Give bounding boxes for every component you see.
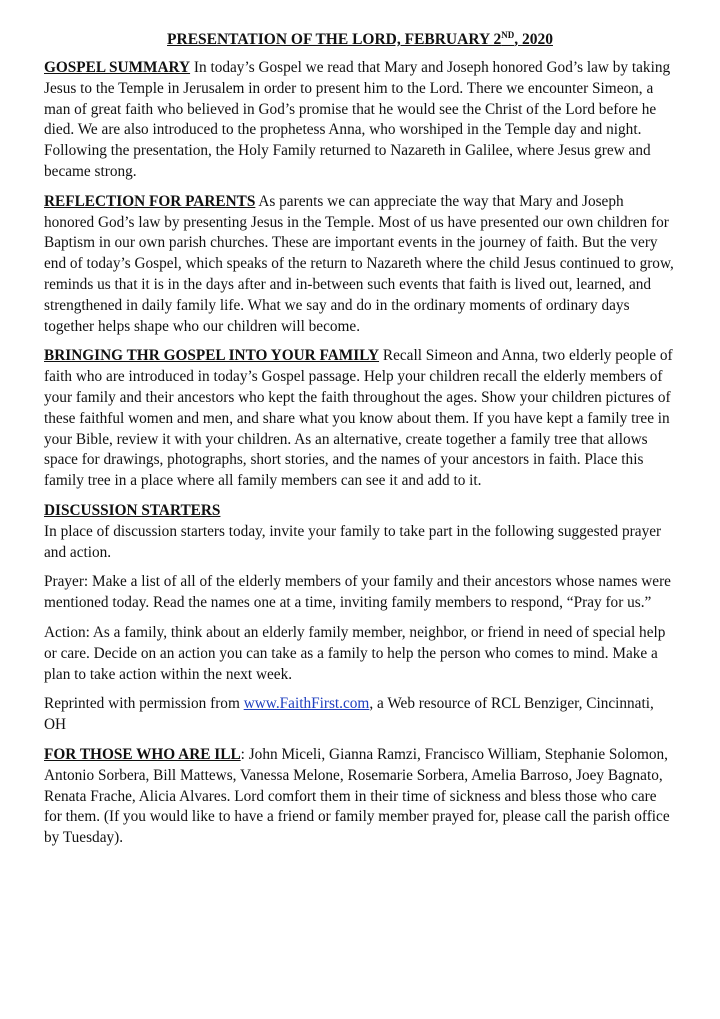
prayer-paragraph: Prayer: Make a list of all of the elderly members of your family and their ancestors whose names were mentioned today. Read the names one at a time, inviting family members to respond, “Pray for us.”: [44, 573, 671, 612]
faithfirst-link[interactable]: www.FaithFirst.com: [243, 695, 370, 713]
page-title: [44, 30, 676, 50]
ill-names-line-1: : John Miceli, Gianna Ramzi, Francisco William, Stephanie Solomon,: [240, 745, 669, 763]
gospel-summary-heading: GOSPEL SUMMARY: [44, 59, 191, 76]
discussion-heading: DISCUSSION STARTERS: [44, 501, 221, 519]
title-tail: , 2020: [514, 31, 553, 48]
reflection-section: [44, 192, 676, 338]
bringing-gospel-text: Recall Simeon and Anna, two elderly people of faith who are introduced in today’s Gospel passage. Help your children recall the elderly members of your family and their ancestors who kept the faith throughout the ages. Show your children pictures of these faithful women and men, and share what you know about them. If you have kept a family tree in your Bible, review it with your children. As an alternative, create together a family tree that allows space for drawings, photographs, short stories, and the names of your ancestors in faith. Place this family tree in a place where all family members can see it and add to it.: [44, 347, 673, 490]
ill-heading: FOR THOSE WHO ARE ILL: [44, 745, 241, 763]
reflection-heading: REFLECTION FOR PARENTS: [44, 192, 256, 210]
ill-names-line-2: Antonio Sorbera, Bill Mattews, Vanessa Melone, Rosemarie Sorbera, Amelia Barroso, Joey Bagnato,: [44, 766, 663, 784]
bringing-gospel-section: [44, 346, 676, 492]
discussion-text: In place of discussion starters today, invite your family to take part in the following suggested prayer and action.: [44, 522, 662, 561]
reflection-text: As parents we can appreciate the way that Mary and Joseph honored God’s law by presenting Jesus in the Temple. Most of us have presented our own children for Baptism in our own parish churches. These are important events in the journey of faith. But the very end of today’s Gospel, which speaks of the return to Nazareth where the child Jesus continued to grow, reminds us that it is in the days after and in-between such events that faith is lived out, learned, and strengthened in daily family life. What we say and do in the ordinary moments of ordinary days together helps shape who our children will become.: [44, 192, 674, 335]
ill-names-line-3: Renata Frache, Alicia Alvares. Lord comfort them in their time of sickness and bless those who care for them. (If you would like to have a friend or family member prayed for, please call the parish office by Tuesday).: [44, 787, 670, 847]
ill-section: [44, 745, 676, 849]
reprint-before: Reprinted with permission from: [44, 695, 244, 713]
gospel-summary-section: [44, 58, 676, 183]
title-superscript: ND: [501, 29, 515, 40]
gospel-summary-text: In today’s Gospel we read that Mary and Joseph honored God’s law by taking Jesus to the Temple in Jerusalem in order to present him to the Lord. There we encounter Simeon, a man of great faith who believed in God’s promise that he would see the Christ of the Lord before he died. We are also introduced to the prophetess Anna, who worshiped in the Temple day and night. Following the presentation, the Holy Family returned to Nazareth in Galilee, where Jesus grew and became strong.: [44, 59, 671, 180]
bringing-gospel-heading: BRINGING THR GOSPEL INTO YOUR FAMILY: [44, 347, 380, 365]
reprint-after: , a Web resource of RCL Benziger, Cincinnati, OH: [44, 695, 654, 734]
discussion-section: [44, 501, 676, 563]
title-main: PRESENTATION OF THE LORD, FEBRUARY 2: [167, 31, 502, 48]
action-paragraph: Action: As a family, think about an elderly family member, neighbor, or friend in need of special help or care. Decide on an action you can take as a family to help the person who comes to mind. Make a plan to take action within the next week.: [44, 623, 666, 683]
reprint-notice: [44, 694, 676, 736]
